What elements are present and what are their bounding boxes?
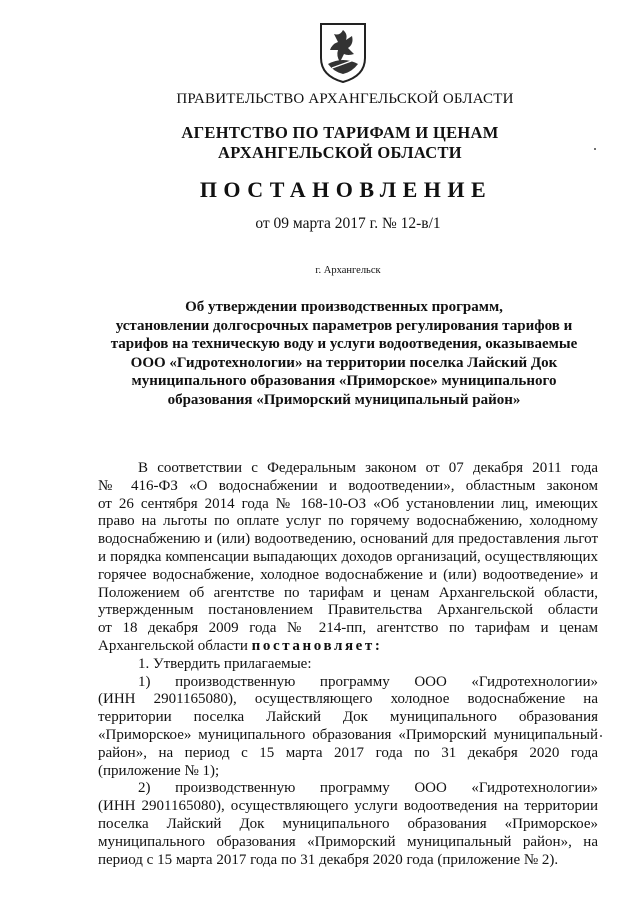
title-line: муниципального образования «Приморское» муниципального <box>131 373 557 390</box>
title-line: тарифов на техническую воду и услуги водоотведения, оказываемые <box>110 336 578 353</box>
item-1-2-line: (ИНН 2901165080), осуществляющего услуги водоотведения на территории <box>98 798 598 815</box>
item-1-2-line: 2) производственную программу ООО «Гидротехнологии» <box>138 780 598 797</box>
item-1-2-last-line: период с 15 марта 2017 года по 31 декабря 2020 года (приложение № 2). <box>98 851 559 868</box>
document-title <box>100 298 588 410</box>
title-line: ООО «Гидротехнологии» на территории поселка Лайский Док <box>130 354 558 371</box>
scan-speck <box>594 148 596 150</box>
coat-of-arms-emblem <box>318 20 368 84</box>
agency-name-line2: АРХАНГЕЛЬСКОЙ ОБЛАСТИ <box>218 143 462 162</box>
preamble-line: от 18 декабря 2009 года № 214-пп, агентство по тарифам и ценам <box>98 620 598 637</box>
preamble-line: утвержденным постановлением Правительства Архангельской области <box>98 602 598 619</box>
item-1-1-line: территории поселка Лайский Док муниципального образования <box>98 709 598 726</box>
item-1-2-line: поселка Лайский Док муниципального образования «Приморское» <box>98 815 598 832</box>
preamble-line: и порядка компенсации выпадающих доходов организаций, осуществляющих <box>98 548 598 565</box>
document-body <box>98 460 598 869</box>
preamble-line: горячее водоснабжение, холодное водоснабжение и (или) водоотведение» и <box>98 566 598 583</box>
preamble-last-line <box>98 638 598 656</box>
preamble-line: водоснабжению и (или) водоотведению, оснований для предоставления льгот <box>98 531 598 548</box>
preamble-line: В соответствии с Федеральным законом от 07 декабря 2011 года <box>138 460 598 476</box>
item-1-2-line: муниципального образования «Приморский муниципальный район», на <box>98 833 598 850</box>
item-1-1-line: (ИНН 2901165080), осуществляющего холодное водоснабжение на <box>98 691 598 708</box>
item-1-heading: 1. Утвердить прилагаемые: <box>138 655 312 672</box>
agency-name-line1: АГЕНТСТВО ПО ТАРИФАМ И ЦЕНАМ <box>181 123 499 142</box>
preamble-line: № 416-ФЗ «О водоснабжении и водоотведении», областным законом <box>98 477 598 494</box>
preamble-line: право на льготы по оплате услуг по горячему водоснабжению, холодному <box>98 513 598 530</box>
date-and-number: от 09 марта 2017 г. № 12-в/1 <box>255 215 441 232</box>
scan-speck <box>600 735 602 737</box>
preamble-line: Положением об агентстве по тарифам и ценам Архангельской области, <box>98 584 598 601</box>
title-line: образования «Приморский муниципальный район» <box>167 391 521 408</box>
item-1-1-last-line: (приложение № 1); <box>98 762 220 779</box>
item-1-1-line: район», на период с 15 марта 2017 года по 31 декабря 2020 года <box>98 744 598 761</box>
government-name: ПРАВИТЕЛЬСТВО АРХАНГЕЛЬСКОЙ ОБЛАСТИ <box>176 91 514 107</box>
city-name: г. Архангельск <box>315 265 381 276</box>
title-line: Об утверждении производственных программ, <box>185 299 503 315</box>
item-1-1-line: 1) производственную программу ООО «Гидротехнологии» <box>138 673 598 690</box>
document-type: ПОСТАНОВЛЕНИЕ <box>199 177 493 202</box>
item-1-1-line: «Приморское» муниципального образования «Приморский муниципальный <box>98 726 598 743</box>
title-line: установлении долгосрочных параметров регулирования тарифов и <box>115 317 573 334</box>
preamble-last-text: Архангельской области <box>98 637 252 654</box>
preamble-line: от 26 сентября 2014 года № 168-10-ОЗ «Об установлении лиц, имеющих <box>98 495 598 512</box>
decrees-word: постановляет: <box>251 637 383 654</box>
